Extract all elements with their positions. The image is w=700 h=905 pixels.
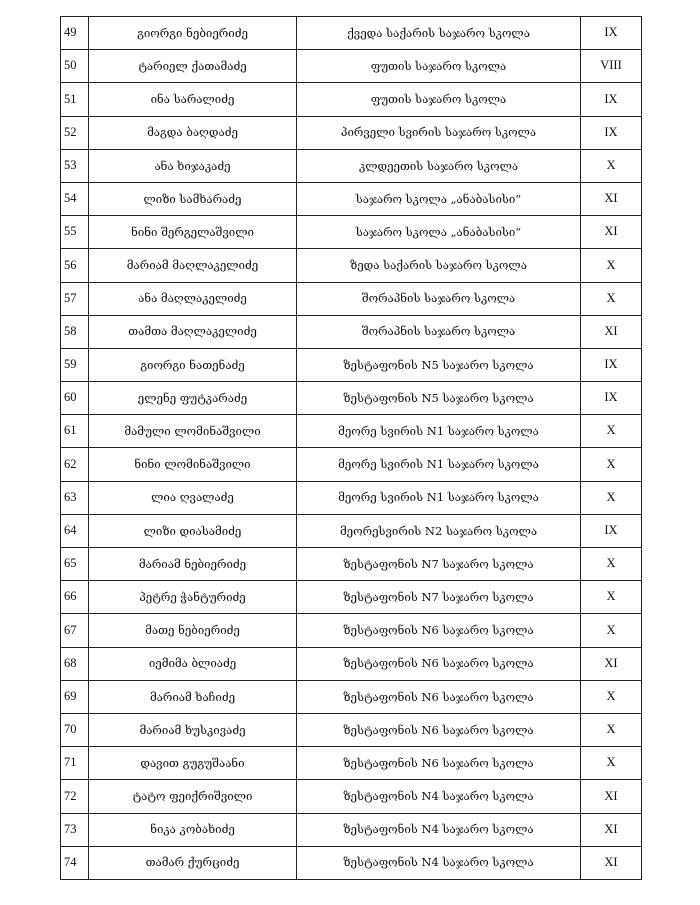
table-row xyxy=(61,614,642,647)
student-name: პეტრე ჭანტურიძე xyxy=(89,581,297,614)
school-name: შორაპნის საჯარო სკოლა xyxy=(297,282,581,315)
student-name: ნიკა კობახიძე xyxy=(89,813,297,846)
row-number: 56 xyxy=(61,249,89,282)
school-name: ზესტაფონის N7 საჯარო სკოლა xyxy=(297,548,581,581)
table-row xyxy=(61,647,642,680)
row-number: 63 xyxy=(61,481,89,514)
table-row xyxy=(61,713,642,746)
row-number: 58 xyxy=(61,315,89,348)
grade: X xyxy=(581,680,642,713)
table-row xyxy=(61,83,642,116)
row-number: 51 xyxy=(61,83,89,116)
grade: XI xyxy=(581,216,642,249)
grade: X xyxy=(581,481,642,514)
school-name: ზედა საქარის საჯარო სკოლა xyxy=(297,249,581,282)
table-row xyxy=(61,581,642,614)
school-name: ზესტაფონის N6 საჯარო სკოლა xyxy=(297,647,581,680)
student-name: დავით გუგუშაანი xyxy=(89,747,297,780)
school-name: საჯარო სკოლა „ანაბასისი“ xyxy=(297,216,581,249)
grade: XI xyxy=(581,647,642,680)
student-name: მაგდა ბაღდაძე xyxy=(89,116,297,149)
student-name: თამთა მაღლაკელიძე xyxy=(89,315,297,348)
participants-table xyxy=(60,16,642,880)
row-number: 62 xyxy=(61,448,89,481)
school-name: მეორე სვირის N1 საჯარო სკოლა xyxy=(297,415,581,448)
grade: IX xyxy=(581,83,642,116)
row-number: 70 xyxy=(61,713,89,746)
student-name: ინა სარალიძე xyxy=(89,83,297,116)
school-name: ზესტაფონის N6 საჯარო სკოლა xyxy=(297,713,581,746)
grade: VIII xyxy=(581,50,642,83)
school-name: შორაპნის საჯარო სკოლა xyxy=(297,315,581,348)
school-name: მეორე სვირის N1 საჯარო სკოლა xyxy=(297,448,581,481)
grade: IX xyxy=(581,382,642,415)
school-name: მეორე სვირის N1 საჯარო სკოლა xyxy=(297,481,581,514)
row-number: 74 xyxy=(61,846,89,879)
grade: IX xyxy=(581,514,642,547)
table-row xyxy=(61,216,642,249)
table-row xyxy=(61,182,642,215)
row-number: 52 xyxy=(61,116,89,149)
student-name: ნინი ლომინაშვილი xyxy=(89,448,297,481)
grade: X xyxy=(581,282,642,315)
row-number: 67 xyxy=(61,614,89,647)
table-row xyxy=(61,780,642,813)
row-number: 60 xyxy=(61,382,89,415)
row-number: 59 xyxy=(61,348,89,381)
student-name: ელენე ფუტკარაძე xyxy=(89,382,297,415)
row-number: 50 xyxy=(61,50,89,83)
row-number: 68 xyxy=(61,647,89,680)
school-name: პირველი სვირის საჯარო სკოლა xyxy=(297,116,581,149)
row-number: 61 xyxy=(61,415,89,448)
student-name: მამული ლომინაშვილი xyxy=(89,415,297,448)
school-name: მეორესვირის N2 საჯარო სკოლა xyxy=(297,514,581,547)
school-name: ფუთის საჯარო სკოლა xyxy=(297,83,581,116)
student-name: ტარიელ ქათამაძე xyxy=(89,50,297,83)
school-name: ფუთის საჯარო სკოლა xyxy=(297,50,581,83)
grade: IX xyxy=(581,17,642,50)
table-row xyxy=(61,315,642,348)
table-row xyxy=(61,249,642,282)
grade: X xyxy=(581,713,642,746)
school-name: ზესტაფონის N5 საჯარო სკოლა xyxy=(297,382,581,415)
row-number: 73 xyxy=(61,813,89,846)
student-name: ნინი შერგელაშვილი xyxy=(89,216,297,249)
grade: X xyxy=(581,249,642,282)
row-number: 53 xyxy=(61,149,89,182)
student-name: ლიზი დიასამიძე xyxy=(89,514,297,547)
student-name: მარიამ ნებიერიძე xyxy=(89,548,297,581)
table-row xyxy=(61,116,642,149)
student-name: ლიზი სამხარაძე xyxy=(89,182,297,215)
grade: XI xyxy=(581,846,642,879)
student-name: ლია ღვალაძე xyxy=(89,481,297,514)
table-row xyxy=(61,415,642,448)
table-row xyxy=(61,382,642,415)
school-name: კლდეეთის საჯარო სკოლა xyxy=(297,149,581,182)
school-name: ზესტაფონის N4 საჯარო სკოლა xyxy=(297,846,581,879)
row-number: 65 xyxy=(61,548,89,581)
grade: X xyxy=(581,614,642,647)
table-row xyxy=(61,17,642,50)
school-name: ზესტაფონის N5 საჯარო სკოლა xyxy=(297,348,581,381)
row-number: 72 xyxy=(61,780,89,813)
school-name: ზესტაფონის N6 საჯარო სკოლა xyxy=(297,747,581,780)
grade: XI xyxy=(581,813,642,846)
table-row xyxy=(61,348,642,381)
grade: XI xyxy=(581,182,642,215)
student-name: მარიამ ხაჩიძე xyxy=(89,680,297,713)
grade: X xyxy=(581,448,642,481)
student-name: ტატო ფეიქრიშვილი xyxy=(89,780,297,813)
grade: IX xyxy=(581,116,642,149)
table-row xyxy=(61,149,642,182)
school-name: ზესტაფონის N6 საჯარო სკოლა xyxy=(297,614,581,647)
student-name: მარიამ მაღლაკელიძე xyxy=(89,249,297,282)
grade: XI xyxy=(581,780,642,813)
row-number: 57 xyxy=(61,282,89,315)
row-number: 66 xyxy=(61,581,89,614)
participants-table-body xyxy=(61,17,642,880)
row-number: 55 xyxy=(61,216,89,249)
table-row xyxy=(61,50,642,83)
student-name: ანა მაღლაკელიძე xyxy=(89,282,297,315)
school-name: ზესტაფონის N7 საჯარო სკოლა xyxy=(297,581,581,614)
student-name: გიორგი ნებიერიძე xyxy=(89,17,297,50)
table-row xyxy=(61,846,642,879)
grade: X xyxy=(581,149,642,182)
student-name: გიორგი ნათენაძე xyxy=(89,348,297,381)
table-row xyxy=(61,747,642,780)
student-name: თამარ ქურციძე xyxy=(89,846,297,879)
grade: IX xyxy=(581,348,642,381)
grade: X xyxy=(581,548,642,581)
table-row xyxy=(61,813,642,846)
student-name: მარიამ ხუსკივაძე xyxy=(89,713,297,746)
table-row xyxy=(61,680,642,713)
student-name: ანა ხიჯაკაძე xyxy=(89,149,297,182)
grade: X xyxy=(581,581,642,614)
table-row xyxy=(61,282,642,315)
student-name: მათე ნებიერიძე xyxy=(89,614,297,647)
row-number: 54 xyxy=(61,182,89,215)
table-row xyxy=(61,548,642,581)
grade: XI xyxy=(581,315,642,348)
row-number: 69 xyxy=(61,680,89,713)
school-name: საჯარო სკოლა „ანაბასისი“ xyxy=(297,182,581,215)
table-row xyxy=(61,448,642,481)
student-name: იემიმა ბლიაძე xyxy=(89,647,297,680)
table-row xyxy=(61,481,642,514)
table-row xyxy=(61,514,642,547)
grade: X xyxy=(581,415,642,448)
school-name: ზესტაფონის N4 საჯარო სკოლა xyxy=(297,780,581,813)
school-name: ზესტაფონის N4 საჯარო სკოლა xyxy=(297,813,581,846)
grade: X xyxy=(581,747,642,780)
row-number: 64 xyxy=(61,514,89,547)
school-name: ზესტაფონის N6 საჯარო სკოლა xyxy=(297,680,581,713)
row-number: 49 xyxy=(61,17,89,50)
row-number: 71 xyxy=(61,747,89,780)
school-name: ქვედა საქარის საჯარო სკოლა xyxy=(297,17,581,50)
